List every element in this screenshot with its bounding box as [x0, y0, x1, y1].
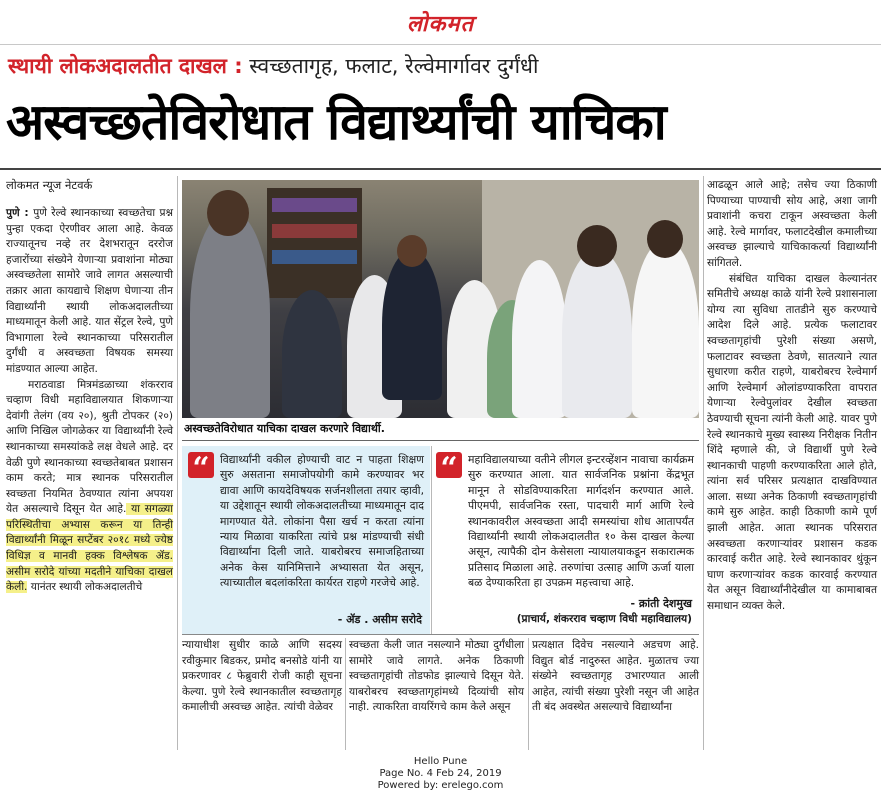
quote-icon: “ [436, 452, 462, 478]
group-photo [182, 180, 699, 418]
edition-name: Hello Pune [413, 756, 468, 767]
article-column-2: न्यायाधीश सुधीर काळे आणि सदस्य रवीकुमार बिडकर, प्रमोद बनसोडे यांनी या प्रकरणावर ८ फेब्रुवारी रोजी काही सूचना केल्या. पुणे रेल्वे स्थानकातील स्वच्छतागृह कमालीची अस्वच्छ आहेत. त्यांची वेळेवर [182, 639, 342, 714]
quote-box [432, 446, 699, 634]
article-column-1 [6, 206, 173, 596]
column-divider [528, 638, 529, 750]
kicker [8, 52, 878, 80]
headline: अस्वच्छतेविरोधात विद्यार्थ्यांची याचिका [6, 93, 666, 151]
paragraph: आढळून आले आहे; तसेच ज्या ठिकाणी पिण्याच्या पाण्याची सोय आहे, अशा जागी प्रवाशांनी कचरा टाकून अस्वच्छता केली आहे. रेल्वे मार्गावर, फलाटदेखील कमालीच्या अस्वच्छ झाल्याचे याचिकाकर्त्या विद्यार्थ्यांनी सांगितले. [707, 179, 877, 269]
newspaper-logo: लोकमत [406, 11, 475, 37]
page-info: Page No. 4 Feb 24, 2019 [379, 768, 502, 779]
column-divider [177, 176, 178, 750]
quote-author: - क्रांती देशमुख [630, 597, 692, 610]
byline: लोकमत न्यूज नेटवर्क [6, 178, 93, 192]
paragraph [6, 206, 173, 378]
masthead [0, 0, 881, 44]
divider [182, 440, 699, 441]
powered-by: Powered by: erelego.com [377, 780, 504, 791]
quote-icon: “ [188, 452, 214, 478]
divider [182, 634, 699, 635]
article-column-3: स्वच्छता केली जात नसल्याने मोठ्या दुर्गंधीला सामोरे जावे लागते. अनेक ठिकाणी स्वच्छतागृहांची तोडफोड झाल्याचे दिसून येते. याबरोबरच स्वच्छतागृहांमध्ये दिव्यांची सोय नाही. त्याकरिता वायरिंगचे काम केले असून [349, 639, 524, 714]
paragraph-text: यानंतर स्थायी लोकअदालतीचे [27, 581, 143, 594]
quote-text: महाविद्यालयाच्या वतीने लीगल इन्टरव्हेंशन नावाचा कार्यक्रम सुरु करण्यात आला. यात सार्वजनिक प्रश्नांना केंद्रभूत मानून ते सोडविण्याकरिता मार्गदर्शन करण्यात आले. पीएमपी, सार्वजनिक रस्ता, पादचारी मार्ग आणि रेल्वे स्थानकावरील अस्वच्छता आदी समस्यांचा शोध आतापर्यंत विद्यार्थ्यांनी स्थायी लोकअदालतीत १० केस दाखल केल्या असून, त्यापैकी दोन केसेसला न्यायालयाकडून सकारात्मक प्रतिसाद मिळाला आहे. तरुणांचा उत्साह आणि ऊर्जा याला बळ देण्याकरिता हा उपक्रम महत्त्वाचा आहे. [468, 453, 694, 590]
divider [0, 44, 881, 45]
dateline: पुणे : [6, 207, 34, 219]
divider [0, 168, 881, 170]
article-column-5 [707, 178, 877, 615]
quote-text: विद्यार्थ्यांनी वकील होण्याची वाट न पाहता शिक्षण सुरु असताना समाजोपयोगी कामे करण्यावर भर द्यावा आणि कायदेविषयक सर्जनशीलता तयार व्हावी, या उद्देशातून स्थायी लोकअदालतीच्या माध्यमातून दाद मागण्यात येते. लोकांना पैसा खर्च न करता त्यांना न्याय मिळावा याकरिता त्यांचे प्रश्न मांडण्याची संधी विद्यार्थ्यांना दिली जाते. याबरोबरच समाजहिताच्या अनेक केस यानिमित्ताने अभ्यासता येत असून, त्याच्यातील बदलांकरिता कार्यरत राहणे गरजेचे आहे. [220, 453, 424, 590]
article-column-4: प्रत्यक्षात दिवेच नसल्याने अडचण आहे. विद्युत बोर्ड नादुरुस्त आहेत. मुळातच ज्या संख्येने स्वच्छतागृह उभारण्यात आली आहेत, त्यांची संख्या पुरेशी नसून जी आहेत ती बंद अवस्थेत असल्याचे विद्यार्थ्यांना [532, 639, 699, 714]
kicker-text: स्वच्छतागृह, फलाट, रेल्वेमार्गावर दुर्गंधी [242, 54, 539, 78]
paragraph-text: मराठवाडा मित्रमंडळाच्या शंकरराव चव्हाण विधी महाविद्यालयात शिकणाऱ्या देवांगी तेलंग (वय २०), श्रुती टोपकर (२०) आणि निखिल जोगळेकर या विद्यार्थ्यांनी रेल्वे स्थानकाच्या समस्यांकडे लक्ष वेधले आहे. दर वेळी पुणे स्थानकाच्या स्वच्छतेबाबत प्रशासन काम करते; मात्र स्थानक परिसरातील स्वच्छता नियमित ठेवण्यात त्यांना अपयश येत असल्याचे दिसून येत आहे. [6, 378, 173, 516]
quote-author-role: (प्राचार्य, शंकरराव चव्हाण विधी महाविद्यालय) [516, 613, 692, 625]
quote-author: - ॲड . असीम सरोदे [337, 613, 422, 626]
page-footer [0, 756, 881, 792]
paragraph [6, 378, 173, 596]
column-divider [345, 638, 346, 750]
paragraph-text: पुणे रेल्वे स्थानकाच्या स्वच्छतेचा प्रश्न पुन्हा एकदा ऐरणीवर आला आहे. केवळ राज्यातूनच नव्हे तर देशभरातून दररोज हजारोंच्या संख्येने येणाऱ्या प्रवाशांना मोठ्या अस्वच्छतेला सामोरे जावे लागत असल्याची तक्रार आता कायद्याचे शिक्षण घेणाऱ्या तीन विद्यार्थ्यांनी स्थायी लोकअदालतीच्या माध्यमातून केली आहे. यात सेंट्रल रेल्वे, पुणे विभागाला रेल्वे स्थानकाच्या परिसरातील दुर्गंधी व अस्वच्छता विषयक समस्या मांडण्यात आल्या आहेत. [6, 207, 173, 375]
paragraph: संबंधित याचिका दाखल केल्यानंतर समितीचे अध्यक्ष काळे यांनी रेल्वे प्रशासनाला योग्य त्या सुविधा तातडीने सुरु करण्याचे आदेश दिले आहे. प्रत्येक फलाटावर स्वच्छतागृहांची पुरेशी संख्या असणे, फलाटावर स्वच्छता ठेवणे, सातत्याने त्यात सुधारणा करीत राहणे, याबरोबरच रेल्वेमार्ग आणि रेल्वेमार्ग ओलांडण्याकरिता वापरात येणाऱ्या रेल्वेपुलांवर देखील स्वच्छता ठेवण्याची सूचना त्यांनी केली आहे. यावर पुणे रेल्वे स्थानकाचे मुख्य स्वास्थ्य निरीक्षक नितीन शिंदे म्हणाले की, जे विद्यार्थी पुणे रेल्वे स्थानकाची पाहणी करण्याकरिता आले होते, त्यांना सर्व परिसर प्रत्यक्षात दाखविण्यात आला. सध्या अनेक ठिकाणी स्वच्छतागृहांची कामे सुरु आहेत. काही ठिकाणी कामे पूर्ण झाली आहेत. आता स्थानक परिसरात अस्वच्छता करणाऱ्यांवर प्रशासन कडक कारवाई करीत आहे. रेल्वे स्थानकावर थुंकून घाण करणाऱ्यांवर कडक कारवाई करण्यात येत असून विद्यार्थ्यांनीदेखील या कामाबाबत समाधान व्यक्त केले. [707, 272, 877, 613]
photo-caption: अस्वच्छतेविरोधात याचिका दाखल करणारे विद्यार्थी. [184, 422, 385, 435]
highlighted-text: या सगळ्या परिस्थितीचा अभ्यास करून या तिन्ही विद्यार्थ्यांनी मिळून सप्टेंबर २०१८ मध्ये ज्येष्ठ विधिज्ञ व मानवी हक्क विश्लेषक ॲड. असीम सरोदे यांच्या मदतीने याचिका दाखल केली. [6, 503, 173, 594]
quote-box [182, 446, 430, 634]
column-divider [703, 176, 704, 750]
kicker-label: स्थायी लोकअदालतीत दाखल : [8, 54, 243, 78]
